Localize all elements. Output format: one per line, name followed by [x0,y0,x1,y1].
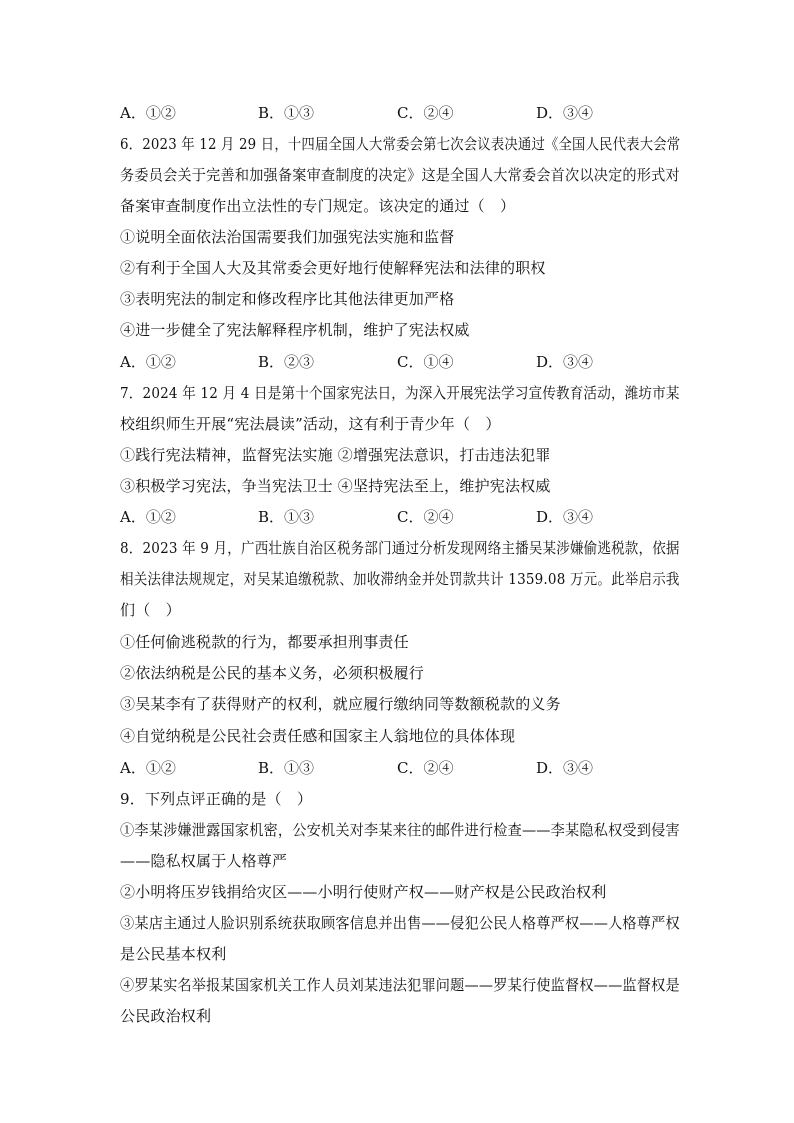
q8-statement: ①任何偷逃税款的行为，都要承担刑事责任 [120,633,409,651]
q7-option-b[interactable]: B．①③ [258,508,315,526]
q9-stem-line: 9．下列点评正确的是（ ） [120,790,313,808]
q9-statement-continued: 是公民基本权利 [120,945,227,963]
q6-option-c[interactable]: C．①④ [397,353,454,371]
q9-statement: ①李某涉嫌泄露国家机密，公安机关对李某来往的邮件进行检查——李某隐私权受到侵害 [120,821,680,839]
q5-options [120,103,680,123]
q6-statement: ③表明宪法的制定和修改程序比其他法律更加严格 [120,290,455,308]
q8-option-c[interactable]: C．②④ [397,759,454,777]
q8-statement: ④自觉纳税是公民社会责任感和国家主人翁地位的具体体现 [120,727,516,745]
q7-stem-line: 7．2024 年 12 月 4 日是第十个国家宪法日，为深入开展宪法学习宣传教育活动，潍坊市某 [120,384,680,402]
q6-option-d[interactable]: D．③④ [536,353,594,371]
q7-statement: ③积极学习宪法，争当宪法卫士 ④坚持宪法至上，维护宪法权威 [120,477,551,495]
q5-option-a[interactable]: A．①② [120,104,176,122]
q6-statement: ②有利于全国人大及其常委会更好地行使解释宪法和法律的职权 [120,259,546,277]
q8-options [120,758,680,778]
q7-option-a[interactable]: A．①② [120,508,176,526]
q9-statement: ②小明将压岁钱捐给灾区——小明行使财产权——财产权是公民政治权利 [120,883,607,901]
q5-option-c[interactable]: C．②④ [397,104,454,122]
q9-statement: ③某店主通过人脸识别系统获取顾客信息并出售——侵犯公民人格尊严权——人格尊严权 [120,914,680,932]
q6-option-a[interactable]: A．①② [120,353,176,371]
q8-statement: ②依法纳税是公民的基本义务，必须积极履行 [120,664,425,682]
q5-option-b[interactable]: B．①③ [258,104,315,122]
q7-option-c[interactable]: C．②④ [397,508,454,526]
q8-stem-line: 8．2023 年 9 月，广西壮族自治区税务部门通过分析发现网络主播吴某涉嫌偷逃税款，依据 [120,539,680,557]
q7-option-d[interactable]: D．③④ [536,508,594,526]
q6-statement: ①说明全面依法治国需要我们加强宪法实施和监督 [120,228,455,246]
q8-stem-line: 相关法律法规规定，对吴某追缴税款、加收滞纳金并处罚款共计 1359.08 万元。此举启示我 [120,570,680,588]
q8-option-b[interactable]: B．①③ [258,759,315,777]
q9-statement-continued: 公民政治权利 [120,1007,212,1025]
q8-statement: ③吴某李有了获得财产的权利，就应履行缴纳同等数额税款的义务 [120,695,561,713]
q9-statement-continued: ——隐私权属于人格尊严 [120,852,288,870]
q8-stem-line: 们（ ） [120,601,181,619]
q7-options [120,507,680,527]
q6-option-b[interactable]: B．②③ [258,353,315,371]
q6-stem-line: 6．2023 年 12 月 29 日，十四届全国人大常委会第七次会议表决通过《全国人民代表大会常 [120,135,681,153]
q9-statement: ④罗某实名举报某国家机关工作人员刘某违法犯罪问题——罗某行使监督权——监督权是 [120,976,680,994]
q8-option-d[interactable]: D．③④ [536,759,594,777]
q7-stem-line: 校组织师生开展“宪法晨读”活动，这有利于青少年（ ） [120,415,501,433]
q6-stem-line: 备案审查制度作出立法性的专门规定。该决定的通过（ ） [120,197,516,215]
q6-statement: ④进一步健全了宪法解释程序机制，维护了宪法权威 [120,321,470,339]
q7-statement: ①践行宪法精神，监督宪法实施 ②增强宪法意识，打击违法犯罪 [120,446,551,464]
q8-option-a[interactable]: A．①② [120,759,176,777]
q5-option-d[interactable]: D．③④ [536,104,594,122]
q6-stem-line: 务委员会关于完善和加强备案审查制度的决定》这是全国人大常委会首次以决定的形式对 [120,166,680,184]
q6-options [120,352,680,372]
